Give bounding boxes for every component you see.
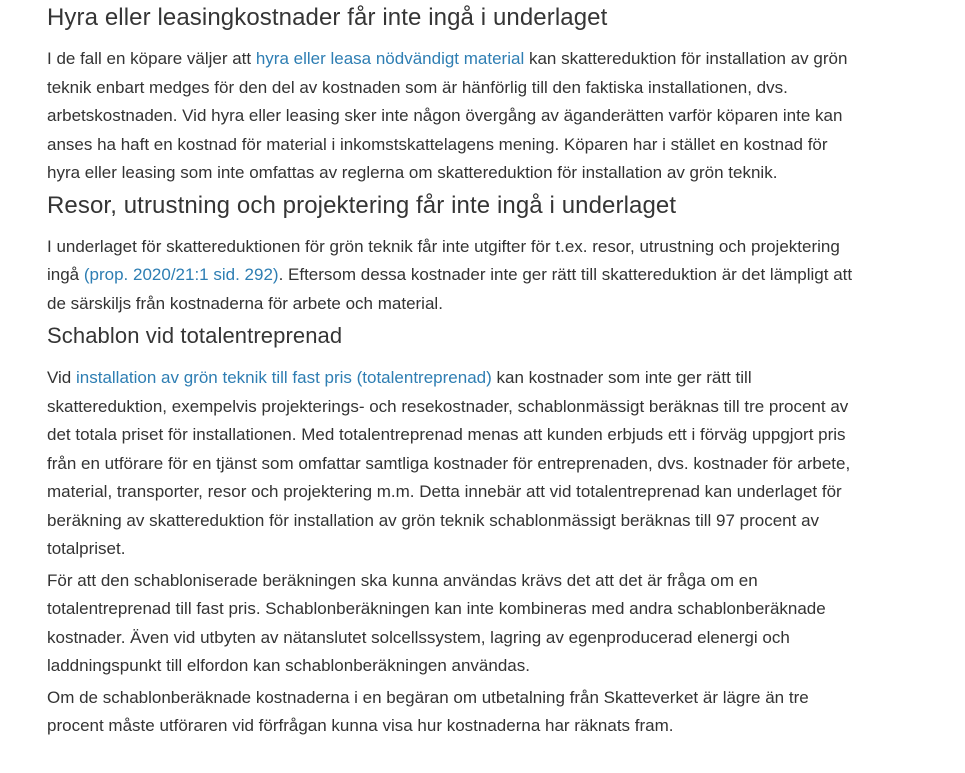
- paragraph-text: I underlaget för skattereduktionen för grön teknik får inte utgifter för t.ex. resor, utrustning och projektering ingå: [47, 236, 840, 284]
- paragraph-text: Vid: [47, 368, 76, 387]
- paragraph: [47, 364, 855, 564]
- paragraph: [47, 233, 855, 319]
- paragraph-text: . Eftersom dessa kostnader inte ger rätt till skattereduktion är det lämpligt att de särskiljs från kostnaderna för arbete och material.: [47, 265, 853, 313]
- section-heading-resor-utrustning-projektering: Resor, utrustning och projektering får inte ingå i underlaget: [47, 191, 677, 219]
- paragraph: [47, 567, 855, 681]
- section-heading-hyra-eller-leasingkostnader: Hyra eller leasingkostnader får inte ingå i underlaget: [47, 4, 608, 31]
- paragraph-text: kan kostnader som inte ger rätt till skattereduktion, exempelvis projekterings- och resekostnader, schablonmässigt beräknas till tre procent av det totala priset för installationen. Med totalentreprenad menas att kunden erbjuds ett i förväg uppgjort pris från en utförare för en tjänst som omfattar samtliga kostnader för entreprenaden, dvs. kostnader för arbete, material, transporter, resor och projektering m.m. Detta innebär att vid totalentreprenad kan underlaget för beräkning av skattereduktion för installation av grön teknik schablonmässigt beräknas till 97 procent av totalpriset.: [47, 368, 851, 558]
- paragraph-text: För att den schabloniserade beräkningen ska kunna användas krävs det att det är fråga om en totalentreprenad till fast pris. Schablonberäkningen kan inte kombineras med andra schablonberäknade kostnader. Även vid utbyten av nätanslutet solcellssystem, lagring av egenproducerad elenergi och laddningspunkt till elfordon kan schablonberäkningen användas.: [47, 570, 826, 675]
- inline-link[interactable]: hyra eller leasa nödvändigt material: [255, 49, 525, 68]
- sections-container: [47, 3, 855, 741]
- paragraph-text: kan skattereduktion för installation av grön teknik enbart medges för den del av kostnaden som är hänförlig till den faktiska installationen, dvs. arbetskostnaden. Vid hyra eller leasing sker inte någon övergång av äganderätten varför köparen inte kan anses ha haft en kostnad för material i inkomstskattelagens mening. Köparen har i stället en kostnad för hyra eller leasing som inte omfattas av reglerna om skattereduktion för installation av grön teknik.: [47, 49, 848, 182]
- paragraph: [47, 684, 855, 741]
- paragraph-text: I de fall en köpare väljer att: [47, 49, 256, 68]
- paragraph: [47, 45, 855, 188]
- paragraph-text: Om de schablonberäknade kostnaderna i en begäran om utbetalning från Skatteverket är lägre än tre procent måste utföraren vid förfrågan kunna visa hur kostnaderna har räknats fram.: [47, 687, 809, 735]
- section-heading-schablon-vid-totalentreprenad: Schablon vid totalentreprenad: [47, 323, 343, 348]
- inline-link[interactable]: (prop. 2020/21:1 sid. 292): [83, 265, 279, 284]
- inline-link[interactable]: installation av grön teknik till fast pris (totalentreprenad): [76, 368, 492, 387]
